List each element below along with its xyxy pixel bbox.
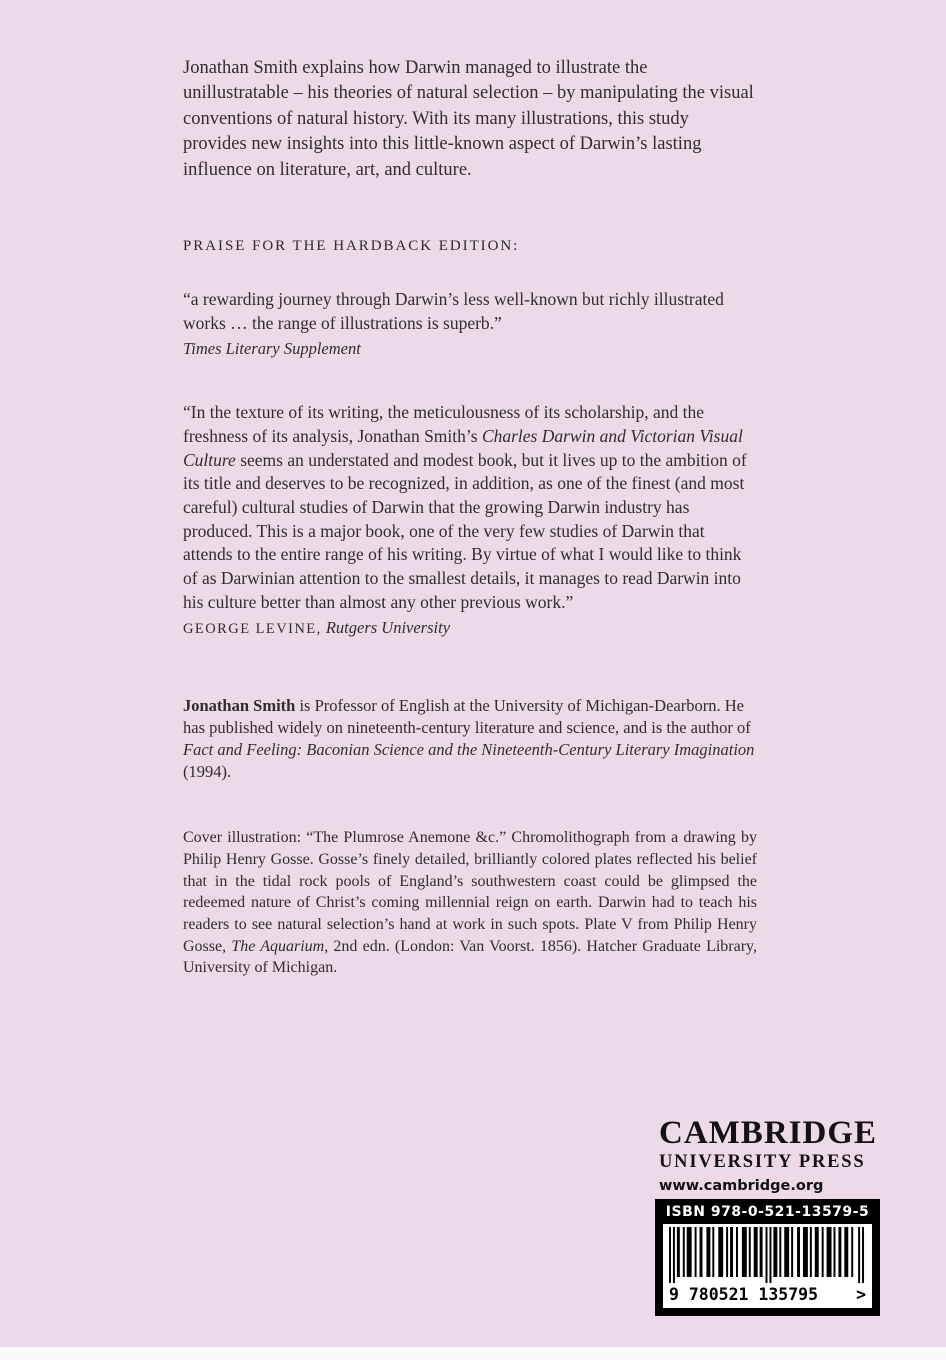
quote-times-literary-supplement (183, 288, 757, 361)
quote-text-after-title: seems an understated and modest book, but it lives up to the ambition of its title and deserves to be recognized, in addition, as one of the finest (and most careful) cultural studies of Darwin that the growing Darwin industry has produced. This is a major book, one of the very few studies of Darwin that attends to the entire range of his writing. By virtue of what I would like to think of as Darwinian attention to the smallest details, it manages to read Darwin into his culture better than almost any other previous work.” (183, 449, 747, 612)
intro-paragraph: Jonathan Smith explains how Darwin managed to illustrate the unillustratable – his theories of natural selection – by manipulating the visual conventions of natural history. With its many illustrations, this study provides new insights into this little-known aspect of Darwin’s lasting influence on literature, art, and culture. (183, 58, 754, 180)
barcode-number: 9 780521 135795 (669, 1285, 819, 1304)
author-bio (183, 695, 757, 783)
cambridge-wordmark: CAMBRIDGE (659, 1115, 878, 1151)
barcode-arrow: > (856, 1285, 866, 1304)
author-name: Jonathan Smith (183, 696, 296, 716)
quote-attribution (183, 616, 757, 642)
author-previous-book-title: Fact and Feeling: Baconian Science and the Nineteenth-Century Literary Imagination (183, 740, 755, 760)
author-bio-text: is Professor of English at the University of Michigan-Dearborn. He has published widely on nineteenth-century literature and science, and is the author of (183, 696, 751, 738)
barcode-digits (669, 1285, 866, 1305)
cover-illustration-note (183, 827, 757, 979)
barcode (663, 1224, 872, 1308)
isbn-barcode-block (655, 1199, 880, 1316)
barcode-bars-graphic (669, 1227, 866, 1283)
university-press-wordmark: UNIVERSITY PRESS (659, 1152, 866, 1172)
bottom-edge-strip (0, 1347, 946, 1360)
quote-source: Times Literary Supplement (183, 339, 361, 359)
quote-text (183, 401, 757, 614)
isbn-label: ISBN 978-0-521-13579-5 (665, 1204, 870, 1220)
attribution-affiliation: Rutgers University (325, 618, 451, 638)
quote-george-levine (183, 401, 757, 642)
publisher-website: www.cambridge.org (659, 1178, 824, 1194)
author-bio-end: (1994). (183, 762, 232, 782)
back-cover-text-column (183, 56, 757, 979)
publisher-block (659, 1116, 877, 1194)
quote-text: “a rewarding journey through Darwin’s less well-known but richly illustrated works … the range of illustrations is superb.” (183, 289, 724, 333)
cover-note-text: Cover illustration: “The Plumrose Anemone &c.” Chromolithograph from a drawing by Philip Henry Gosse. Gosse’s finely detailed, brilliantly colored plates reflected his belief that in the tidal rock pools of England’s southwestern coast could be glimpsed the redeemed nature of Christ’s coming millennial reign on earth. Darwin had to teach his readers to see natural selection’s hand at work in such spots. Plate V from Philip Henry Gosse, (183, 829, 757, 955)
quote-text-before-title: “In the texture of its writing, the meticulousness of its scholarship, and the freshness of its analysis, Jonathan Smith’s (183, 402, 705, 446)
cover-note-book-title: The Aquarium (231, 937, 325, 955)
attribution-name: GEORGE LEVINE, (183, 621, 322, 638)
cover-note-end: , 2nd edn. (London: Van Voorst. 1856). Hatcher Graduate Library, University of Michigan. (183, 937, 758, 977)
quote-book-title: Charles Darwin and Victorian Visual Culture (183, 425, 743, 470)
praise-heading: PRAISE FOR THE HARDBACK EDITION: (183, 238, 520, 255)
